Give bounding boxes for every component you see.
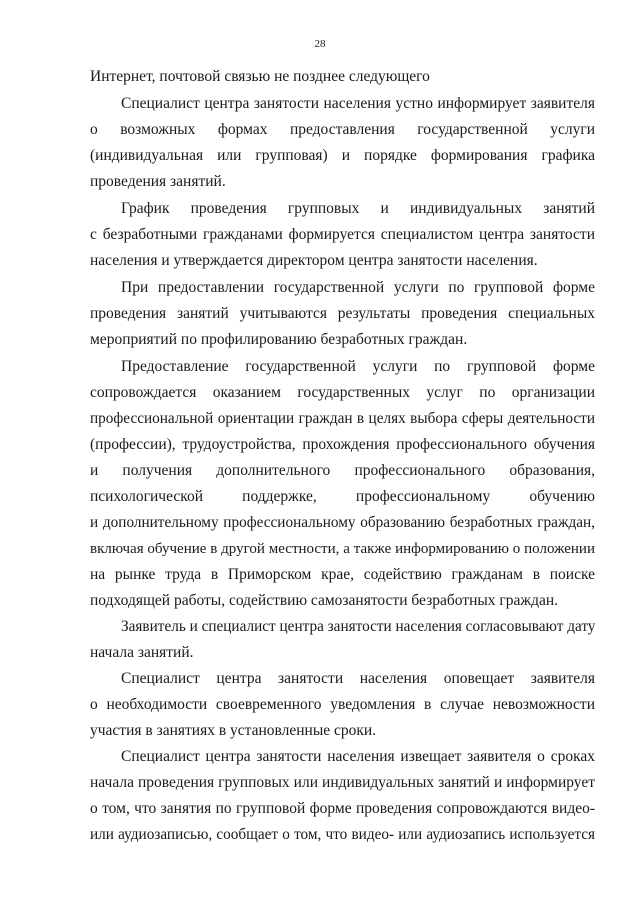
- text-line: профессиональной ориентации граждан в целях выбора сферы деятельности: [90, 410, 595, 427]
- text-line: мероприятий по профилированию безработных граждан.: [90, 331, 468, 348]
- text-line: на рынке труда в Приморском крае, содействию гражданам в поиске: [90, 566, 595, 583]
- text-line: (профессии), трудоустройства, прохождения профессионального обучения: [90, 436, 595, 453]
- text-line: включая обучение в другой местности, а также информированию о положении: [90, 541, 595, 557]
- text-line: или аудиозаписью, сообщает о том, что видео- или аудиозапись используется: [90, 826, 595, 843]
- text-line: При предоставлении государственной услуги по групповой форме: [121, 279, 595, 296]
- text-line: Специалист центра занятости населения устно информирует заявителя: [121, 95, 595, 112]
- text-line: проведения занятий учитываются результаты проведения специальных: [90, 305, 595, 322]
- text-line: Специалист центра занятости населения извещает заявителя о сроках: [121, 748, 595, 765]
- text-line: График проведения групповых и индивидуальных занятий: [121, 200, 595, 217]
- text-line: участия в занятиях в установленные сроки.: [90, 722, 377, 739]
- text-line: начала проведения групповых или индивидуальных занятий и информирует: [90, 774, 595, 791]
- text-line: о возможных формах предоставления государственной услуги: [90, 121, 595, 138]
- text-line: подходящей работы, содействию самозанятости безработных граждан.: [90, 592, 559, 609]
- text-line: начала занятий.: [90, 644, 194, 661]
- text-line: и дополнительному профессиональному образованию безработных граждан,: [90, 514, 595, 531]
- text-line: о необходимости своевременного уведомления в случае невозможности: [90, 696, 595, 713]
- text-line: (индивидуальная или групповая) и порядке формирования графика: [90, 147, 595, 164]
- text-line: Интернет, почтовой связью не позднее следующего: [90, 68, 430, 85]
- text-line: и получения дополнительного профессионального образования,: [90, 462, 595, 479]
- text-line: о том, что занятия по групповой форме проведения сопровождаются видео-: [90, 800, 595, 817]
- text-line: Предоставление государственной услуги по групповой форме: [121, 358, 595, 375]
- text-line: Специалист центра занятости населения оповещает заявителя: [121, 670, 595, 687]
- text-line: с безработными гражданами формируется специалистом центра занятости: [90, 226, 595, 243]
- page-number: 28: [314, 38, 326, 50]
- text-line: сопровождается оказанием государственных услуг по организации: [90, 384, 595, 401]
- text-line: Заявитель и специалист центра занятости населения согласовывают дату: [121, 618, 596, 635]
- text-line: психологической поддержке, профессиональному обучению: [90, 488, 595, 505]
- text-line: проведения занятий.: [90, 173, 226, 190]
- text-line: населения и утверждается директором центра занятости населения.: [90, 252, 538, 269]
